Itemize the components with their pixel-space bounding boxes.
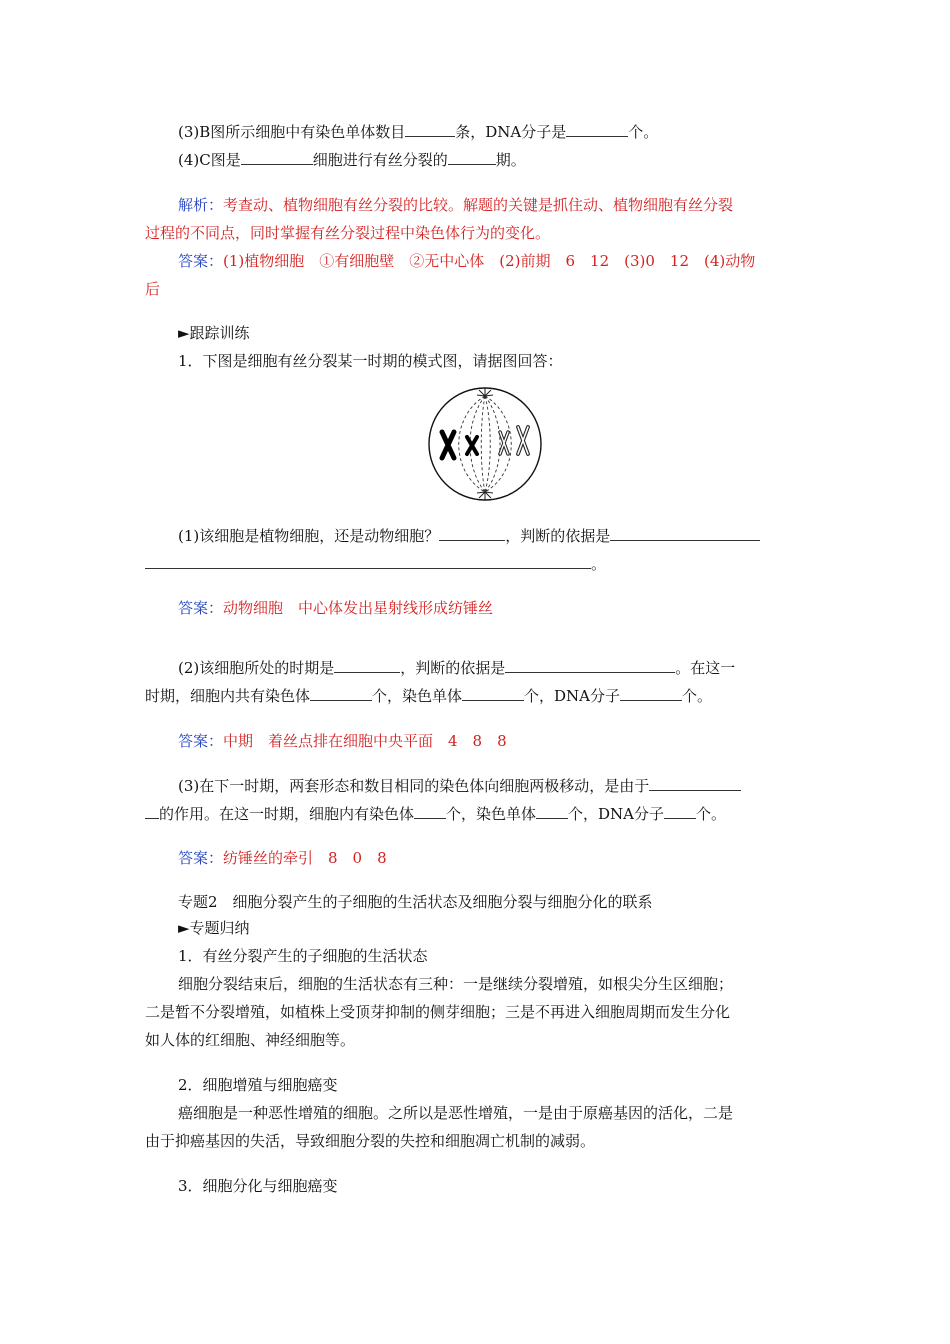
sub1-text-c: 。	[591, 555, 607, 573]
answer-blank	[462, 686, 524, 701]
answer-text: 动物细胞 中心体发出星射线形成纺锤丝	[223, 599, 494, 617]
section-2-paragraph-cont: 由于抑癌基因的失活，导致细胞分裂的失控和细胞凋亡机制的减弱。	[145, 1132, 596, 1150]
answer-3-line	[178, 731, 507, 751]
section-3-title: 3．细胞分化与细胞癌变	[178, 1177, 338, 1195]
section-2-paragraph: 癌细胞是一种恶性增殖的细胞。之所以是恶性增殖，一是由于原癌基因的活化，二是	[178, 1104, 734, 1122]
q4-text-c: 期。	[495, 151, 526, 169]
sub3-text-a: (3)在下一时期，两套形态和数目相同的染色体向细胞两极移动，是由于	[178, 777, 650, 795]
answer-blank	[505, 658, 675, 673]
chromosome-light-1	[500, 432, 508, 454]
sub-question-3-line-2	[145, 804, 726, 824]
answer-text: (1)植物细胞 ①有细胞壁 ②无中心体 (2)前期 6 12 (3)0 12 (4)动物	[223, 252, 756, 270]
sub2-text-b: ，判断的依据是	[400, 659, 506, 677]
answer-blank	[448, 150, 496, 165]
sub2-text-g: 个。	[682, 687, 713, 705]
q3-text-a: (3)B图所示细胞中有染色单体数目	[178, 123, 406, 141]
answer-blank	[649, 776, 741, 791]
sub-question-1-line	[178, 526, 760, 546]
centriole-asters	[477, 388, 493, 500]
answer-label: 答案：	[178, 599, 224, 617]
answer-blank	[664, 804, 696, 819]
answer-blank	[334, 658, 400, 673]
sub2-text-c: 。在这一	[675, 659, 736, 677]
answer-label: 答案：	[178, 732, 224, 750]
sub1-text-a: (1)该细胞是植物细胞，还是动物细胞？	[178, 527, 440, 545]
chromosome-light-2	[518, 427, 528, 454]
chromosome-dark-2	[467, 437, 477, 454]
answer-label: 答案：	[178, 849, 224, 867]
answer-blank	[414, 804, 446, 819]
sub3-text-d: 个，DNA分子	[568, 805, 665, 823]
section-1-paragraph: 细胞分裂结束后，细胞的生活状态有三种：一是继续分裂增殖，如根尖分生区细胞；	[178, 975, 734, 993]
question-4-line	[178, 150, 526, 170]
q3-text-c: 个。	[628, 123, 659, 141]
answer-blank	[145, 554, 591, 569]
answer-4-line	[178, 848, 387, 868]
analysis-text-continued: 过程的不同点，同时掌握有丝分裂过程中染色体行为的变化。	[145, 224, 551, 242]
answer-blank	[241, 150, 313, 165]
mitosis-cell-figure	[420, 382, 550, 506]
answer-label: 答案：	[178, 252, 224, 270]
answer-text: 中期 着丝点排在细胞中央平面 4 8 8	[223, 732, 507, 750]
sub-question-1-line-2	[145, 554, 606, 574]
topic-2-heading: 专题2 细胞分裂产生的子细胞的生活状态及细胞分裂与细胞分化的联系	[178, 893, 653, 911]
sub3-text-e: 个。	[696, 805, 727, 823]
answer-1-line	[178, 251, 755, 271]
answer-blank	[439, 526, 505, 541]
sub-question-2-line	[178, 658, 735, 678]
analysis-label: 解析：	[178, 196, 224, 214]
q4-text-b: 细胞进行有丝分裂的	[312, 151, 448, 169]
sub1-text-b: ，判断的依据是	[505, 527, 611, 545]
answer-blank	[610, 526, 760, 541]
sub2-text-a: (2)该细胞所处的时期是	[178, 659, 335, 677]
sub-question-2-line-2	[145, 686, 712, 706]
answer-blank	[536, 804, 568, 819]
sub-question-3-line	[178, 776, 741, 796]
section-1-title: 1．有丝分裂产生的子细胞的生活状态	[178, 947, 428, 965]
question-3-line	[178, 122, 658, 142]
analysis-line-1	[178, 195, 733, 215]
answer-2-line	[178, 598, 493, 618]
sub2-text-f: 个，DNA分子	[524, 687, 621, 705]
answer-blank	[405, 122, 455, 137]
answer-blank	[566, 122, 628, 137]
section-1-paragraph-cont: 二是暂不分裂增殖，如植株上受顶芽抑制的侧芽细胞；三是不再进入细胞周期而发生分化	[145, 1003, 731, 1021]
q4-text-a: (4)C图是	[178, 151, 241, 169]
sub2-text-d: 时期，细胞内共有染色体	[145, 687, 311, 705]
tracking-question-1: 1．下图是细胞有丝分裂某一时期的模式图，请据图回答：	[178, 352, 563, 370]
sub3-text-c: 个，染色单体	[446, 805, 537, 823]
answer-blank	[620, 686, 682, 701]
answer-blank	[145, 804, 159, 819]
tracking-training-heading: ►跟踪训练	[178, 324, 250, 342]
sub3-text-b: 的作用。在这一时期，细胞内有染色体	[159, 805, 415, 823]
sub2-text-e: 个，染色单体	[372, 687, 463, 705]
section-1-paragraph-end: 如人体的红细胞、神经细胞等。	[145, 1031, 356, 1049]
q3-text-b: 条，DNA分子是	[455, 123, 567, 141]
answer-blank	[310, 686, 372, 701]
section-2-title: 2．细胞增殖与细胞癌变	[178, 1076, 338, 1094]
analysis-text: 考查动、植物细胞有丝分裂的比较。解题的关键是抓住动、植物细胞有丝分裂	[223, 196, 734, 214]
chromosome-dark-1	[442, 432, 454, 458]
answer-text: 纺锤丝的牵引 8 0 8	[223, 849, 387, 867]
answer-text-continued: 后	[145, 280, 161, 298]
topic-summary-heading: ►专题归纳	[178, 919, 250, 937]
